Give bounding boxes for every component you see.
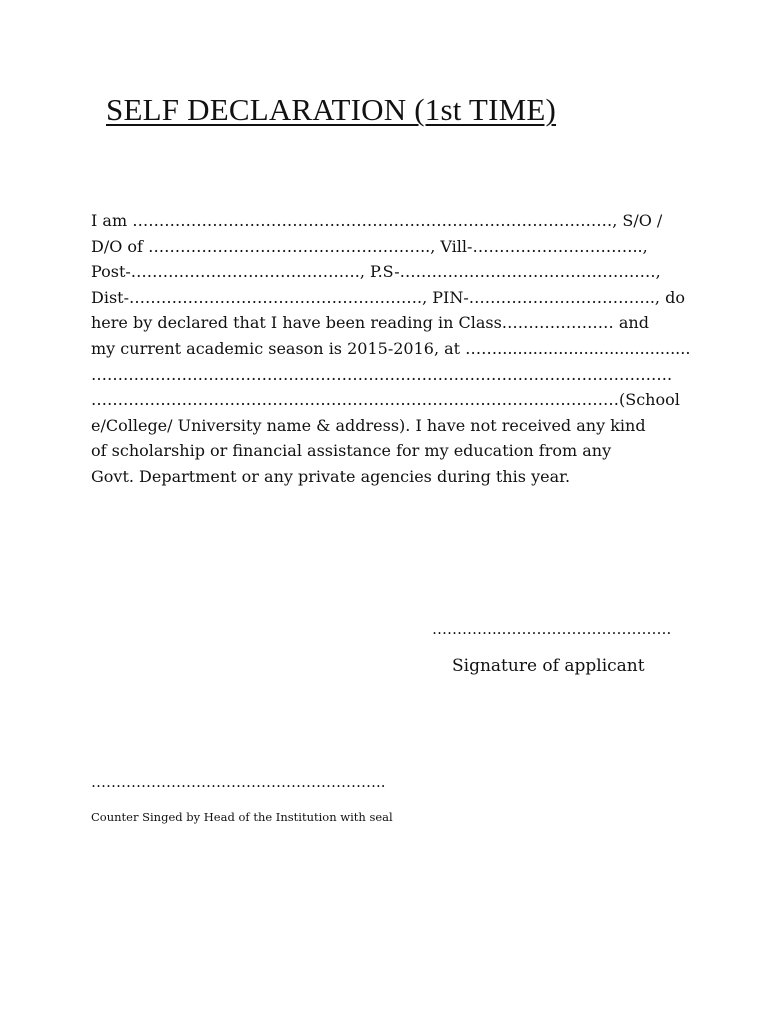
body-line: here by declared that I have been reading in Class………………… and	[91, 313, 649, 333]
counter-sign-label: Counter Singed by Head of the Institution with seal	[91, 810, 393, 824]
body-line: of scholarship or financial assistance for my education from any	[91, 441, 612, 461]
body-line: Govt. Department or any private agencies during this year.	[91, 466, 571, 486]
counter-sign-line: …………………………………………………..	[91, 773, 386, 791]
body-line: Post-……………………………………., P.S-…………………………………………,	[91, 262, 661, 282]
body-line: ……………………………………………………………………………………………….	[91, 364, 673, 384]
signature-label: Signature of applicant	[452, 656, 645, 676]
body-line: my current academic season is 2015-2016, at ……......................................	[91, 338, 691, 358]
body-line: D/O of …………………………………………….., Vill-…………………………..,	[91, 236, 648, 256]
body-line: Dist-………………………………………………., PIN-…………………………….., do	[91, 287, 685, 307]
document-title: SELF DECLARATION (1st TIME)	[106, 92, 557, 127]
declaration-body	[91, 208, 691, 490]
signature-line: …………..…………………………….	[432, 620, 672, 638]
body-line: ………………………………………………………………………………………(School	[91, 390, 680, 410]
body-line: I am ………………………………………………………………………………, S/O /	[91, 211, 663, 230]
body-line: e/College/ University name & address). I have not received any kind	[91, 415, 646, 435]
